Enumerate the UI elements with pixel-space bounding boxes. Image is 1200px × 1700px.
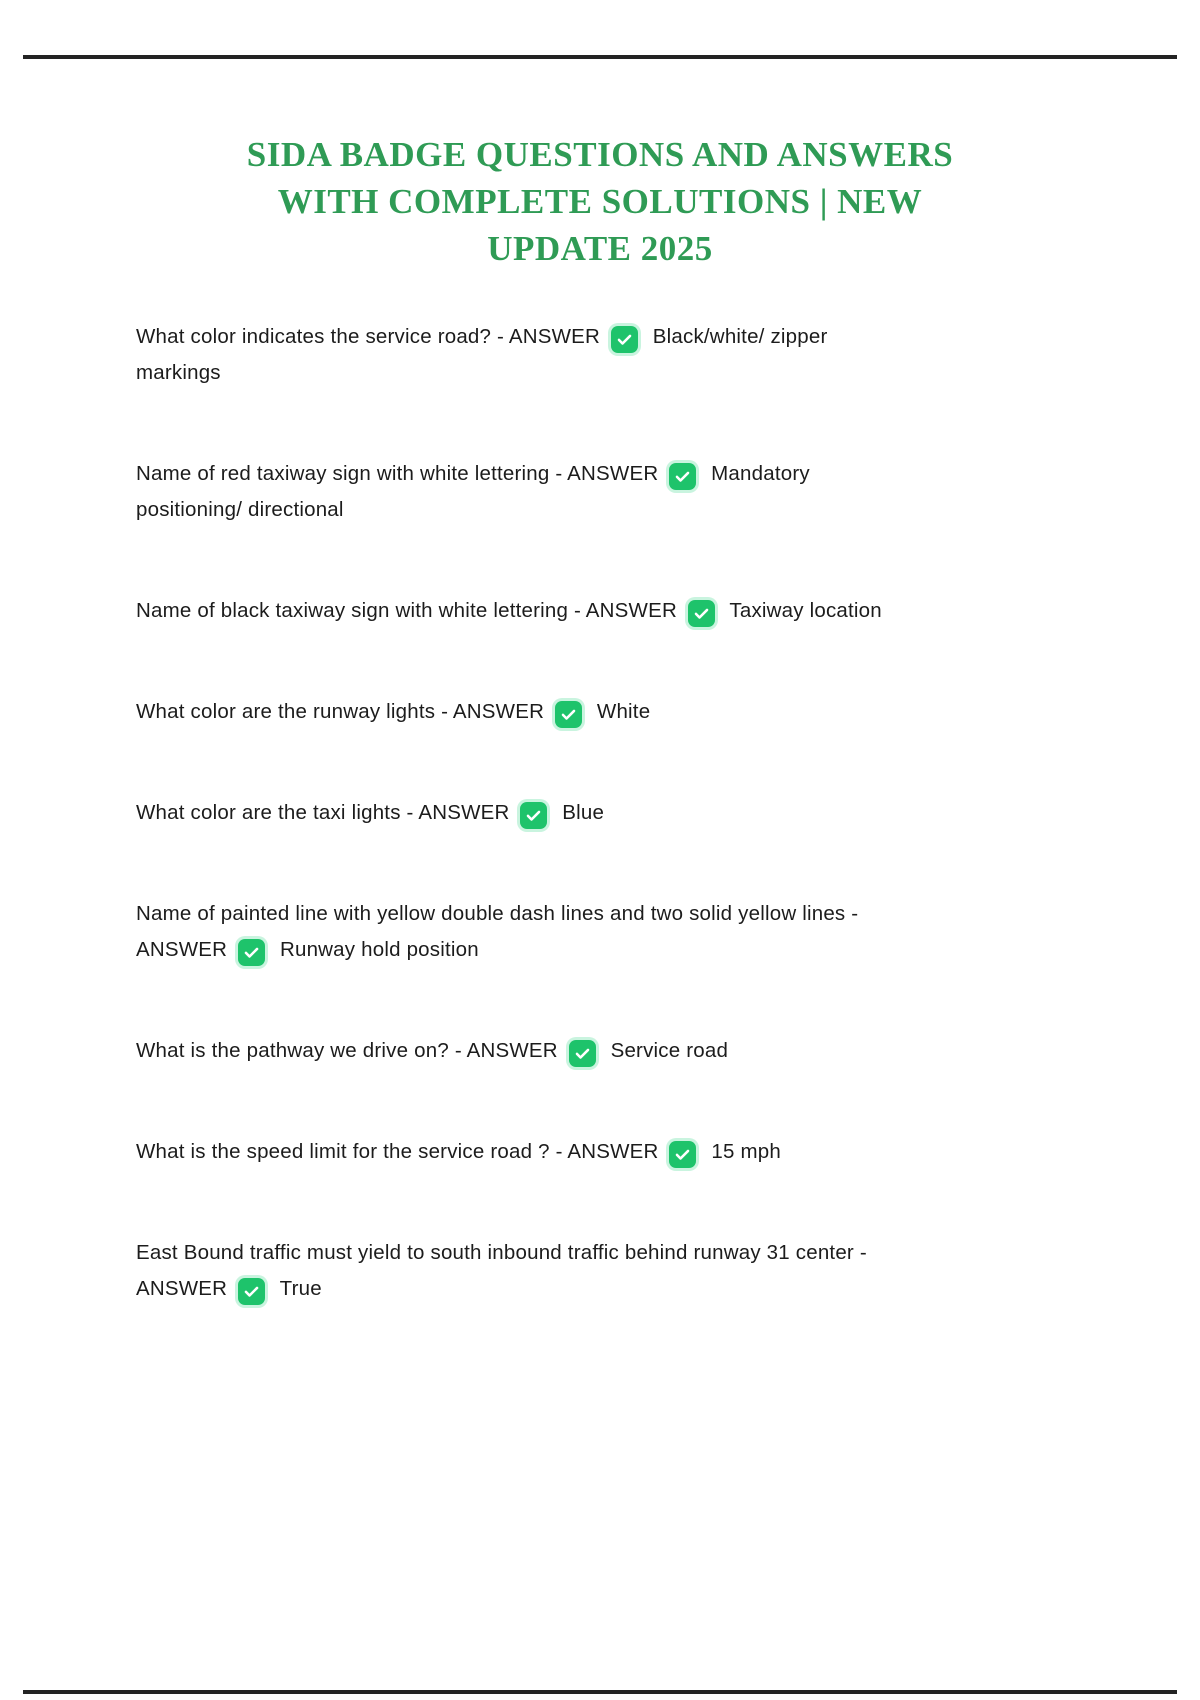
qa-answer-text: True bbox=[274, 1277, 322, 1300]
qa-answer-text: Service road bbox=[604, 1039, 729, 1062]
bottom-divider bbox=[23, 1690, 1177, 1694]
top-divider bbox=[23, 55, 1177, 59]
check-icon bbox=[520, 802, 547, 829]
qa-answer-text: Blue bbox=[556, 801, 605, 824]
qa-answer-text: markings bbox=[136, 361, 221, 384]
qa-question-text: Name of black taxiway sign with white lettering - ANSWER bbox=[136, 599, 683, 622]
qa-answer-text: ANSWER bbox=[136, 1277, 234, 1300]
qa-question-text: Name of painted line with yellow double dash lines and two solid yellow lines - bbox=[136, 902, 859, 925]
qa-item bbox=[136, 456, 1096, 528]
title-line-3: UPDATE 2025 bbox=[487, 229, 713, 268]
qa-question-text: What color indicates the service road? - ANSWER bbox=[136, 325, 606, 348]
qa-list bbox=[136, 319, 1096, 1372]
qa-item bbox=[136, 319, 1096, 391]
qa-item bbox=[136, 1235, 1096, 1307]
qa-answer-text: White bbox=[591, 700, 651, 723]
qa-question-text: What is the pathway we drive on? - ANSWER bbox=[136, 1039, 564, 1062]
qa-item bbox=[136, 1134, 1096, 1170]
qa-item bbox=[136, 593, 1096, 629]
title-line-1: SIDA BADGE QUESTIONS AND ANSWERS bbox=[246, 135, 954, 174]
check-icon bbox=[669, 1141, 696, 1168]
qa-item bbox=[136, 694, 1096, 730]
qa-question-text: What color are the runway lights - ANSWER bbox=[136, 700, 550, 723]
qa-answer-text: Mandatory bbox=[705, 462, 810, 485]
check-icon bbox=[611, 326, 638, 353]
qa-answer-text: Taxiway location bbox=[723, 599, 882, 622]
qa-answer-text: 15 mph bbox=[705, 1140, 781, 1163]
check-icon bbox=[555, 701, 582, 728]
check-icon bbox=[569, 1040, 596, 1067]
qa-question-text: What is the speed limit for the service road ? - ANSWER bbox=[136, 1140, 665, 1163]
title-line-2: WITH COMPLETE SOLUTIONS | NEW bbox=[277, 182, 923, 221]
check-icon bbox=[688, 600, 715, 627]
qa-answer-text: positioning/ directional bbox=[136, 498, 344, 521]
qa-answer-text: ANSWER bbox=[136, 938, 234, 961]
check-icon bbox=[669, 463, 696, 490]
qa-question-text: Name of red taxiway sign with white lettering - ANSWER bbox=[136, 462, 665, 485]
qa-question-text: What color are the taxi lights - ANSWER bbox=[136, 801, 516, 824]
qa-answer-text: Runway hold position bbox=[274, 938, 479, 961]
check-icon bbox=[238, 939, 265, 966]
qa-question-text: East Bound traffic must yield to south inbound traffic behind runway 31 center - bbox=[136, 1241, 867, 1264]
qa-item bbox=[136, 896, 1096, 968]
qa-answer-text: Black/white/ zipper bbox=[646, 325, 828, 348]
qa-item bbox=[136, 795, 1096, 831]
check-icon bbox=[238, 1278, 265, 1305]
page-title bbox=[0, 131, 1200, 272]
qa-item bbox=[136, 1033, 1096, 1069]
